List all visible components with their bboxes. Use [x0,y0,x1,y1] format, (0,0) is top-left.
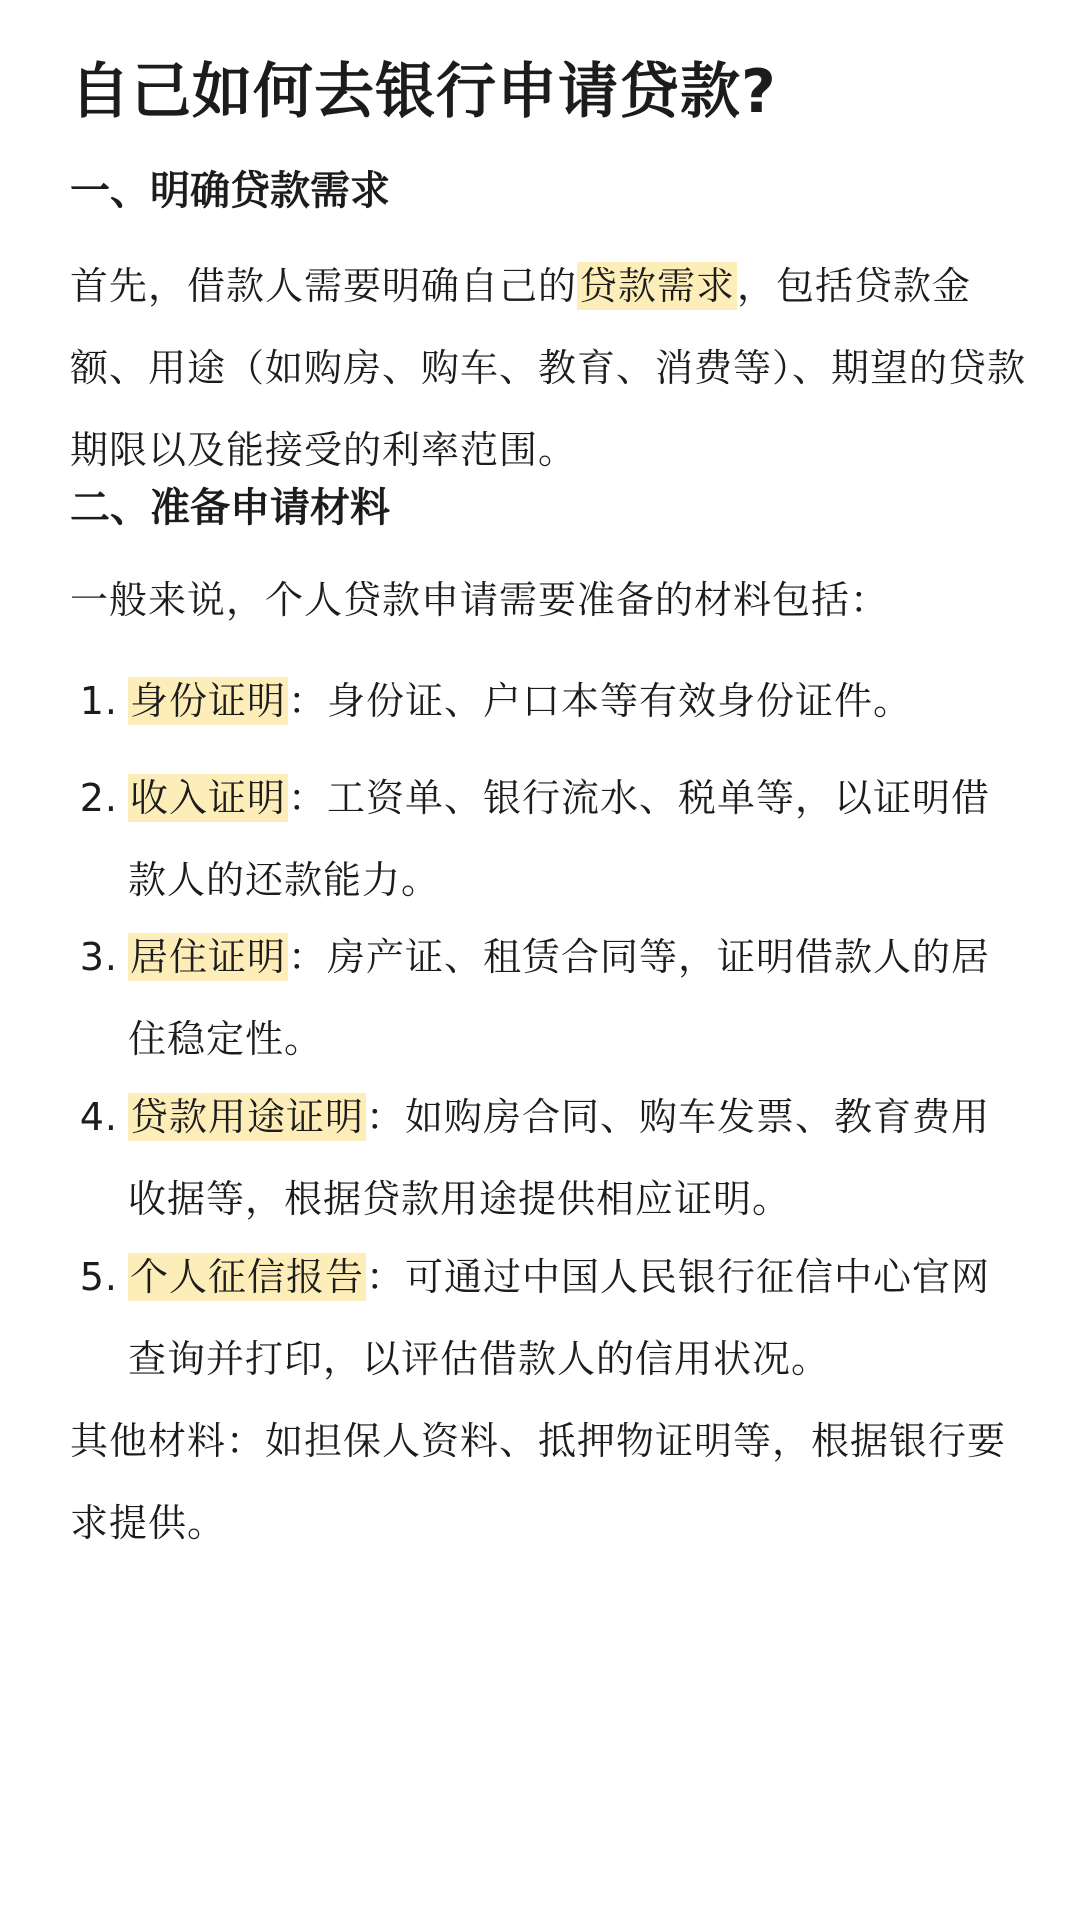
list-item-body [128,916,1028,1080]
paragraph-text: ，包括贷款金额、用途（如购房、购车、教育、消费等）、期望的贷款期限以及能接受的利率范围。 [70,264,1027,472]
list-item-desc: ：工资单、银行流水、税单等，以证明借款人的还款能力。 [128,776,991,902]
highlighted-term: 个人征信报告 [130,1255,365,1299]
highlighted-term: 贷款需求 [579,264,736,308]
list-item-desc: ：房产证、租赁合同等，证明借款人的居住稳定性。 [128,935,991,1061]
section-2-intro: 一般来说，个人贷款申请需要准备的材料包括： [70,578,890,622]
highlighted-term: 贷款用途证明 [130,1095,365,1139]
section-1-paragraph [70,245,1030,491]
article-title: 自己如何去银行申请贷款? [70,57,777,127]
list-number: 2. [79,776,118,820]
highlighted-term: 收入证明 [130,776,287,820]
section-heading-2: 二、准备申请材料 [70,485,390,531]
list-number: 3. [79,935,118,979]
section-heading-1: 一、明确贷款需求 [70,168,390,214]
list-number: 1. [79,679,118,723]
list-item-desc: ：如购房合同、购车发票、教育费用收据等，根据贷款用途提供相应证明。 [128,1095,991,1221]
list-number: 4. [79,1095,118,1139]
highlighted-term: 身份证明 [130,679,287,723]
other-materials-paragraph: 其他材料：如担保人资料、抵押物证明等，根据银行要求提供。 [70,1419,1007,1545]
list-item-body [128,660,1028,742]
list-item-body [128,757,1028,921]
list-item-desc: ：身份证、户口本等有效身份证件。 [288,679,913,723]
paragraph-text: 首先，借款人需要明确自己的 [70,264,578,308]
list-item-body [128,1236,1028,1400]
list-item-desc: ：可通过中国人民银行征信中心官网查询并打印，以评估借款人的信用状况。 [128,1255,991,1381]
highlighted-term: 居住证明 [130,935,287,979]
list-number: 5. [79,1255,118,1299]
list-item-body [128,1076,1028,1240]
